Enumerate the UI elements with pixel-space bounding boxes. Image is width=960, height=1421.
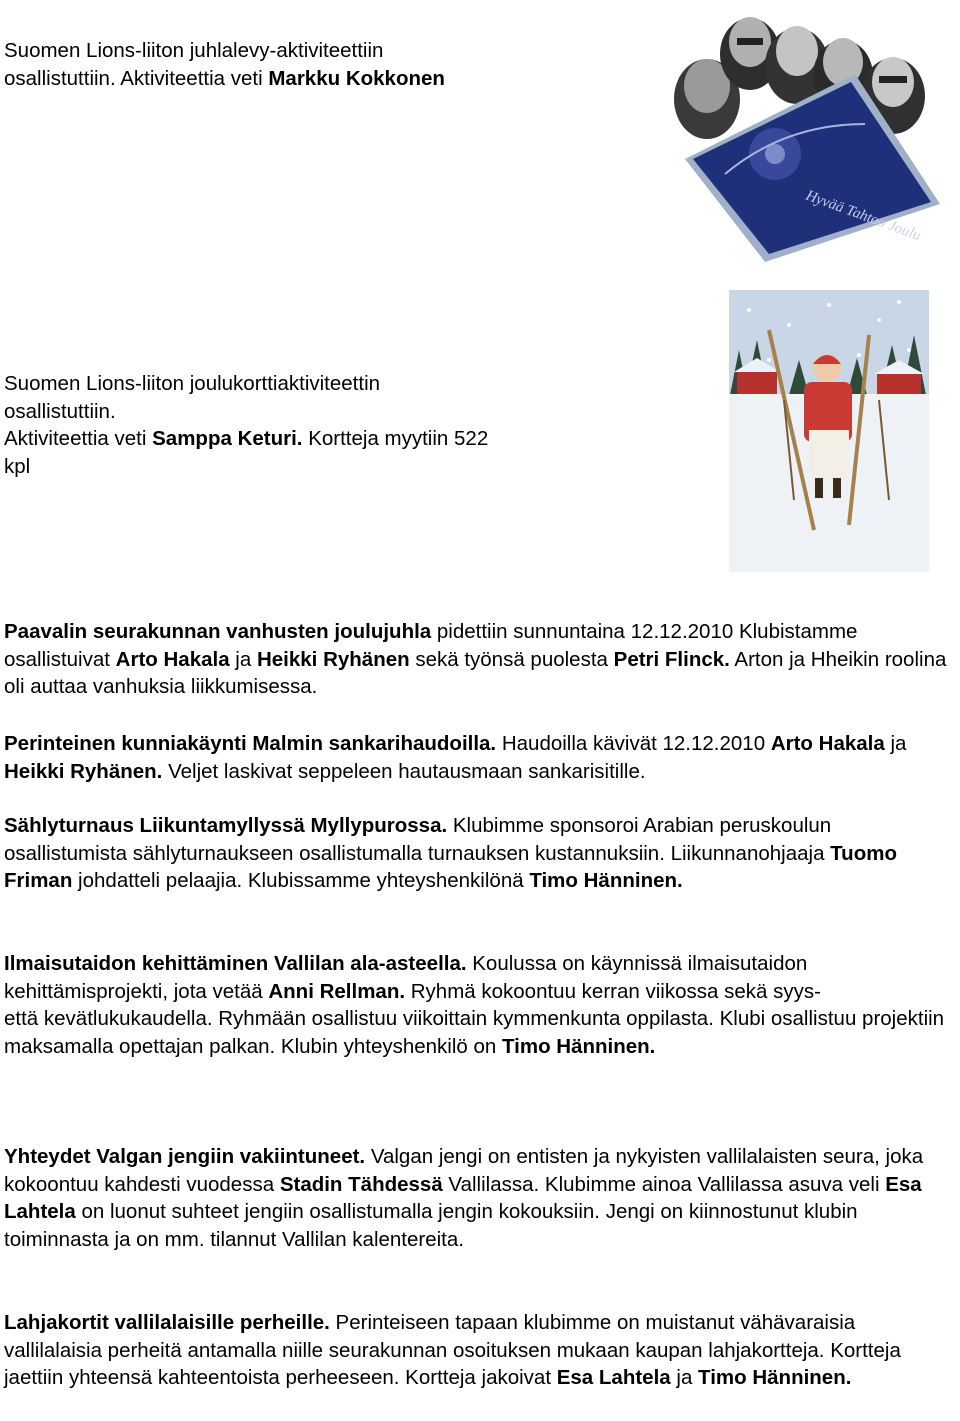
cd-title-text: Hyvää Tahtoo Joulu [803,187,923,245]
cd-cover-photo [665,4,955,266]
paragraph-lahjakortit: Lahjakortit vallilalaisille perheille. Perinteiseen tapaan klubimme on muistanut vähävaraisia vallilalaisia perheitä antamalla niille seurakunnan osoituksen mukaan kaupan lahjakortteja. Kortteja jaettiin yhteensä kahteentoista perheeseen. Kortteja jakoivat Esa Lahtela ja Timo Hänninen. [4,1311,901,1389]
cd-activity-text: Suomen Lions-liiton juhlalevy-aktiviteettiin osallistuttiin. Aktiviteettia veti Markku Kokkonen [4,39,445,90]
paragraph-heading: Lahjakortit vallilalaisille perheille. [4,1311,330,1334]
person-name: Markku Kokkonen [268,66,445,90]
person-name: Samppa Keturi. [152,427,303,450]
paragraph-joulujuhla: Paavalin seurakunnan vanhusten joulujuhla pidettiin sunnuntaina 12.12.2010 Klubistamme osallistuivat Arto Hakala ja Heikki Ryhänen sekä työnsä puolesta Petri Flinck. Arton ja Hheikin roolina oli auttaa vanhuksia liikkumisessa. [4,620,947,698]
card-activity-text: Suomen Lions-liiton joulukorttiaktiviteettin osallistuttiin. Aktiviteettia veti Samppa Keturi. Kortteja myytiin 522 kpl [4,372,489,478]
paragraph-ilmaisutaito: Ilmaisutaidon kehittäminen Vallilan ala-asteella. Koulussa on käynnissä ilmaisutaidon kehittämisprojekti, jota vetää Anni Rellman. Ryhmä kokoontuu kerran viikossa sekä syys- että kevätlukukaudella. Ryhmään osallistuu viikoittain kymmenkunta oppilasta. Klubi osallistuu projektiin maksamalla opettajan palkan. Klubin yhteyshenkilö on Timo Hänninen. [4,952,945,1058]
paragraph-kunniakaynti: Perinteinen kunniakäynti Malmin sankarihaudoilla. Haudoilla kävivät 12.12.2010 Arto Hakala ja Heikki Ryhänen. Veljet laskivat seppeleen hautausmaan sankarisitille. [4,732,907,783]
paragraph-heading: Sählyturnaus Liikuntamyllyssä Myllypurossa. [4,814,448,837]
paragraph-heading: Perinteinen kunniakäynti Malmin sankarihaudoilla. [4,732,497,755]
paragraph-sahlyturnaus: Sählyturnaus Liikuntamyllyssä Myllypurossa. Klubimme sponsoroi Arabian peruskoulun osallistumista sählyturnaukseen osallistumalla turnauksen kustannuksiin. Liikunnanohjaaja Tuomo Friman johdatteli pelaajia. Klubissamme yhteyshenkilönä Timo Hänninen. [4,814,897,892]
paragraph-valgan-jengi: Yhteydet Valgan jengiin vakiintuneet. Valgan jengi on entisten ja nykyisten vallilalaisten seura, joka kokoontuu kahdesti vuodessa Stadin Tähdessä Vallilassa. Klubimme ainoa Vallilassa asuva veli Esa Lahtela on luonut suhteet jengiin osallistumalla jengin kokouksiin. Jengi on kiinnostunut klubin toiminnasta ja on mm. tilannut Vallilan kalentereita. [4,1145,924,1251]
cd-activity-title: Suomen Lions-liiton juhlalevy [4,39,270,62]
paragraph-heading: Ilmaisutaidon kehittäminen Vallilan ala-asteella. [4,952,467,975]
paragraph-heading: Paavalin seurakunnan vanhusten joulujuhla [4,620,432,643]
christmas-card-painting [729,290,929,572]
paragraph-heading: Yhteydet Valgan jengiin vakiintuneet. [4,1145,366,1168]
